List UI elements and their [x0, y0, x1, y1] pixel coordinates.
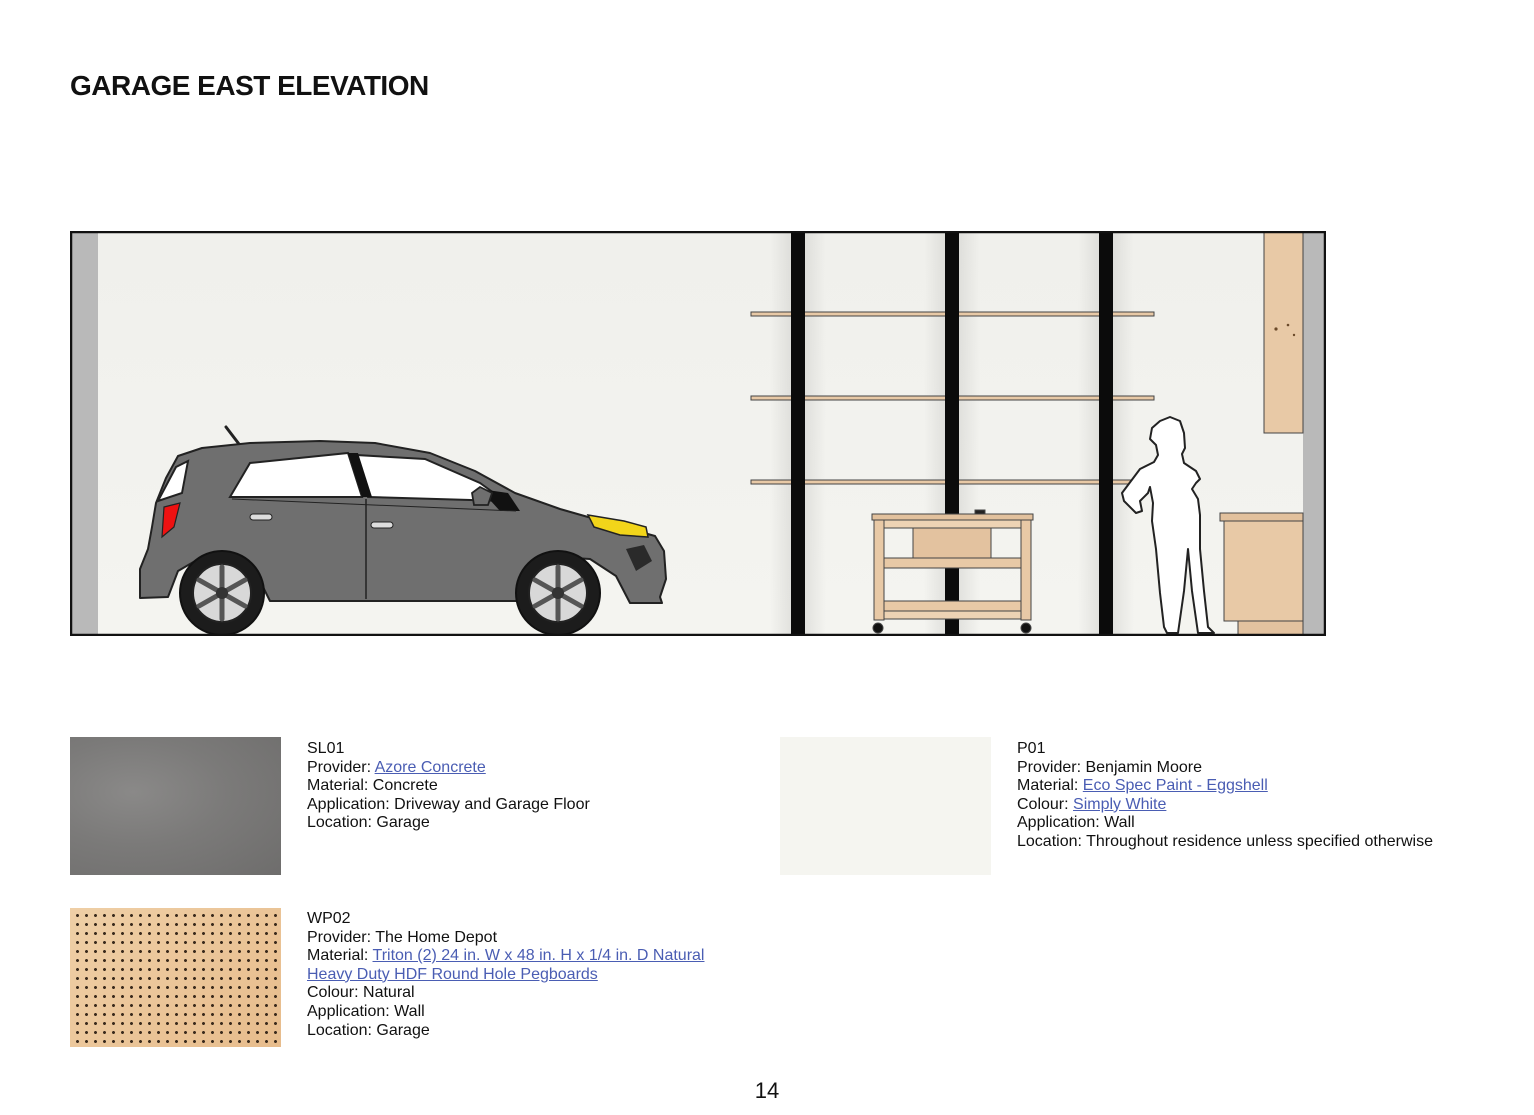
colour-link[interactable]: Simply White: [1073, 795, 1167, 813]
material-application: Application: Driveway and Garage Floor: [307, 795, 590, 813]
concrete-swatch: [70, 737, 281, 875]
material-spec-sl01: [307, 740, 590, 833]
provider-link[interactable]: Azore Concrete: [374, 758, 486, 776]
material-code: SL01: [307, 740, 345, 757]
material-spec-p01: [1017, 740, 1433, 852]
material-location: Location: Throughout residence unless specified otherwise: [1017, 832, 1433, 850]
material-material: Material: Triton (2) 24 in. W x 48 in. H x 1/4 in. D Natural Heavy Duty HDF Round Hole Pegboards: [307, 947, 705, 983]
material-colour: Colour: Simply White: [1017, 795, 1167, 813]
car-rear-wheel: [180, 551, 264, 635]
material-link[interactable]: Eco Spec Paint - Eggshell: [1082, 777, 1268, 795]
material-location: Location: Garage: [307, 1021, 430, 1039]
material-application: Application: Wall: [1017, 814, 1135, 832]
material-link[interactable]: Triton (2) 24 in. W x 48 in. H x 1/4 in. D Natural Heavy Duty HDF Round Hole Pegboards: [307, 947, 705, 983]
material-code: WP02: [307, 910, 351, 927]
material-location: Location: Garage: [307, 814, 430, 832]
paint-swatch: [780, 737, 991, 875]
material-provider: Provider: Azore Concrete: [307, 758, 486, 776]
pegboard-swatch: [70, 908, 281, 1047]
material-provider: Provider: Benjamin Moore: [1017, 758, 1202, 776]
material-material: Material: Concrete: [307, 777, 438, 795]
material-colour: Colour: Natural: [307, 984, 415, 1002]
page-title: GARAGE EAST ELEVATION: [70, 70, 429, 101]
car-door-handle: [371, 522, 393, 528]
right-side-wall: [1303, 232, 1325, 635]
page-number: 14: [754, 1078, 780, 1103]
material-provider: Provider: The Home Depot: [307, 928, 498, 946]
material-material: Material: Eco Spec Paint - Eggshell: [1017, 777, 1268, 795]
upper-cabinet: [1264, 232, 1303, 433]
car-door-handle: [250, 514, 272, 520]
car-front-wheel: [516, 551, 600, 635]
left-side-wall: [71, 232, 98, 635]
material-code: P01: [1017, 740, 1046, 757]
base-cabinet: [1220, 513, 1303, 635]
material-spec-wp02: [307, 910, 747, 1040]
garage-elevation-drawing: [70, 231, 1326, 636]
material-application: Application: Wall: [307, 1002, 425, 1020]
